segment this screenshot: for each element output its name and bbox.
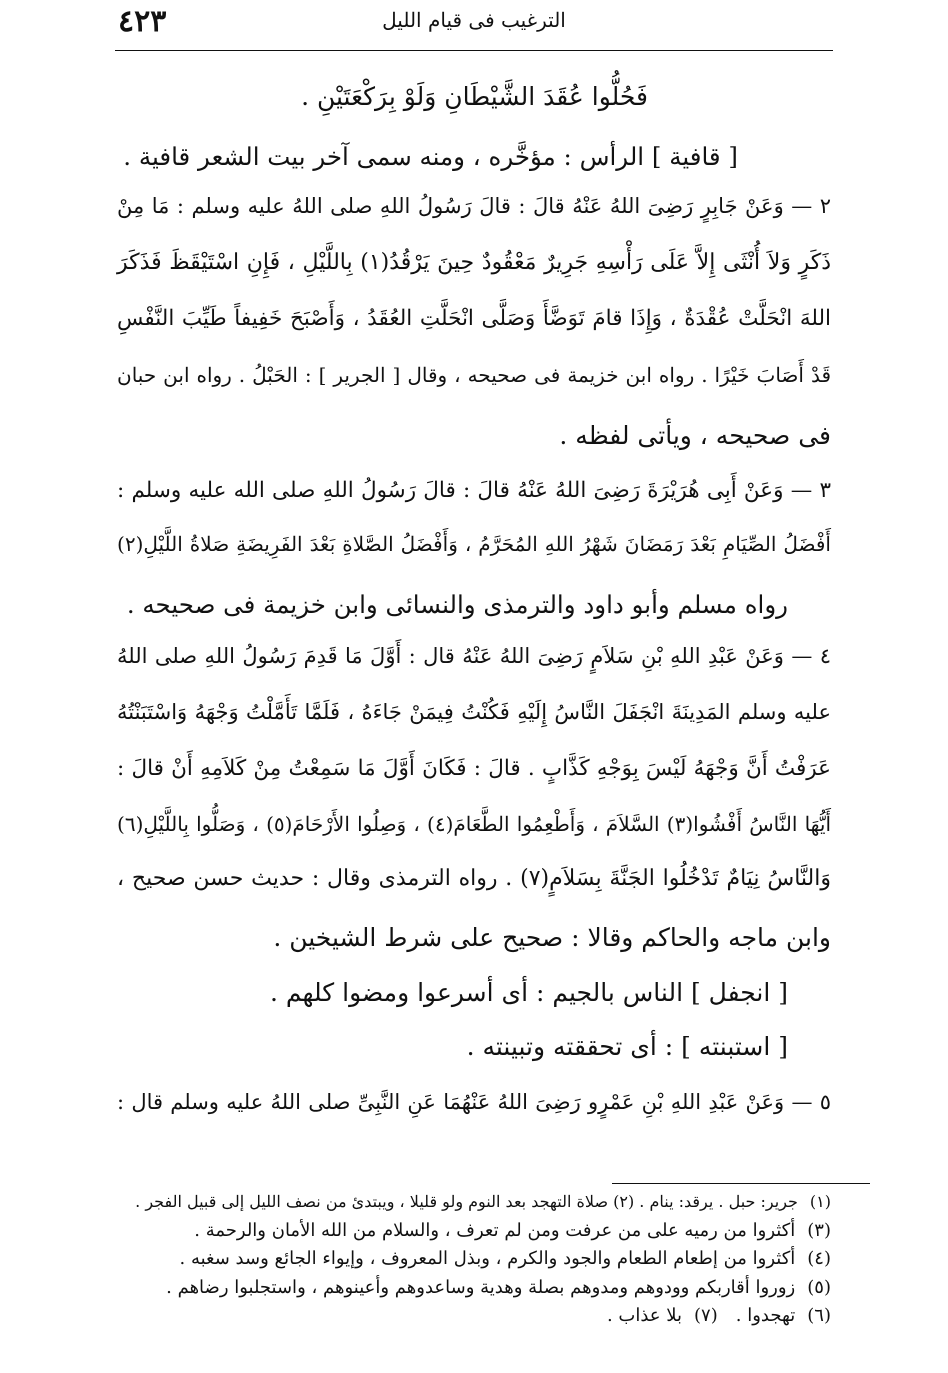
text-line: اللهَ انْحَلَّتْ عُقْدَةٌ ، وَإِذَا قامَ تَوَضَّأَ وَصَلَّى انْحَلَّتِ العُقَدُ ، وَأَصْبَحَ خَفِيفاً طَيِّبَ النَّفْسِ	[117, 306, 831, 331]
text-line: وابن ماجه والحاكم وقالا : صحيح على شرط الشيخين .	[273, 923, 831, 952]
text-line: فَحُلُّوا عُقَدَ الشَّيْطَانِ وَلَوْ بِرَكْعَتَيْنِ .	[301, 82, 648, 111]
footnote	[117, 1192, 831, 1211]
text-line: فى صحيحه ، ويأتى لفظه .	[559, 421, 831, 450]
text-line: رواه مسلم وأبو داود والترمذى والنسائى وابن خزيمة فى صحيحه .	[126, 590, 788, 619]
text-line: ٥ — وَعَنْ عَبْدِ اللهِ بْنِ عَمْرٍو رَضِىَ اللهُ عَنْهُمَا عَنِ النَّبِىِّ صلى اللهُ عليه وسلم قال :	[117, 1090, 831, 1114]
text-line: وَالنَّاسُ نِيَامٌ تَدْخُلُوا الجَنَّةَ بِسَلاَمٍ(٧) . رواه الترمذى وقال : حديث حسن صحيح ،	[117, 866, 831, 891]
text-line: عَرَفْتُ أَنَّ وَجْهَهُ لَيْسَ بِوَجْهِ كَذَّابٍ . قالَ : فَكَانَ أَوَّلَ مَا سَمِعْتُ مِنْ كَلاَمِهِ أَنْ قالَ :	[117, 756, 831, 781]
footnote-text: تهجدوا .	[735, 1305, 796, 1326]
footnote-mark: (١)	[809, 1192, 831, 1211]
text-line: [ استبنته ] : أى تحققته وتبينته .	[466, 1032, 788, 1061]
text-line: [ انجفل ] الناس بالجيم : أى أسرعوا ومضوا كلهم .	[269, 978, 788, 1007]
footnote-text: جرير: حبل . يرقد: ينام . (٢) صلاة التهجد بعد النوم ولو قليلا ، ويبتدئ من نصف الليل إلى قبيل الفجر .	[135, 1192, 798, 1211]
footnote-text: أكثروا من إطعام الطعام والجود والكرم ، وبذل المعروف ، وإيواء الجائع وسد سغبه .	[179, 1248, 796, 1269]
text-line: عليه وسلم المَدِينَةَ انْجَفَلَ النَّاسُ إِلَيْهِ فَكُنْتُ فِيمَنْ جَاءَهُ ، فَلَمَّا تَأَمَّلْتُ وَجْهَهُ وَاسْتَبَنْتُهُ	[117, 700, 831, 724]
text-line: ٣ — وَعَنْ أَبِى هُرَيْرَةَ رَضِىَ اللهُ عَنْهُ قالَ : قالَ رَسُولُ اللهِ صلى الله عليه وسلم :	[117, 478, 831, 503]
text-line: أَفْضَلُ الصِّيَامِ بَعْدَ رَمَضَانَ شَهْرُ اللهِ المُحَرَّمُ ، وَأَفْضَلُ الصَّلاةِ بَعْدَ الفَرِيضَةِ صَلاةُ اللَّيْلِ(٢)	[117, 532, 831, 556]
text-line: ذَكَرٍ وَلاَ أُنْثَى إِلاَّ عَلَى رَأْسِهِ جَرِيرٌ مَعْقُودٌ حِينَ يَرْقُدُ(١) بِاللَّيْلِ ، فَإِنِ اسْتَيْقَظَ فَذَكَرَ	[117, 250, 831, 275]
text-line: قَدْ أَصَابَ خَيْرًا . رواه ابن خزيمة فى صحيحه ، وقال [ الجرير ] : الحَبْلُ . رواه ابن حبان	[117, 363, 831, 387]
footnote	[117, 1277, 831, 1299]
text-line: أَيُّهَا النَّاسُ أَفْشُوا(٣) السَّلاَمَ ، وَأَطْعِمُوا الطَّعَامَ(٤) ، وَصِلُوا الأَرْحَامَ(٥) ، وَصَلُّوا بِاللَّيْلِ(٦)	[117, 812, 831, 836]
footnote-text: بلا عذاب .	[606, 1305, 683, 1326]
footnote-mark: (٤)	[807, 1248, 831, 1269]
footnote-text: أكثروا من رميه على من عرفت ومن لم تعرف ، والسلام من الله الأمان والرحمة .	[194, 1220, 796, 1241]
footnote	[117, 1305, 831, 1327]
footnote-mark: (٣)	[807, 1220, 831, 1241]
footnote	[117, 1248, 831, 1270]
footnote	[117, 1220, 831, 1242]
text-line: ٤ — وَعَنْ عَبْدِ اللهِ بْنِ سَلاَمٍ رَضِىَ اللهُ عَنْهُ قال : أَوَّلَ مَا قَدِمَ رَسُولُ اللهِ صلى اللهُ	[117, 644, 831, 668]
text-line: ٢ — وَعَنْ جَابِرٍ رَضِىَ اللهُ عَنْهُ قالَ : قالَ رَسُولُ اللهِ صلى اللهُ عليه وسلم : مَا مِنْ	[117, 194, 831, 218]
footnote-mark: (٥)	[807, 1277, 831, 1298]
header-divider	[115, 50, 833, 51]
running-header: الترغيب فى قيام الليل	[382, 8, 566, 32]
text-line: [ قافية ] الرأس : مؤخَّره ، ومنه سمى آخر بيت الشعر قافية .	[123, 142, 738, 171]
page-number: ٤٢٣	[118, 4, 167, 39]
footnote-text: زوروا أقاربكم وودوهم ومدوهم بصلة وهدية وساعدوهم وأعينوهم ، واستجلبوا رضاهم .	[166, 1277, 796, 1298]
footnote-mark: (٦)	[807, 1305, 831, 1326]
footnote-divider	[612, 1183, 870, 1184]
footnote-mark: (٧)	[694, 1305, 718, 1326]
